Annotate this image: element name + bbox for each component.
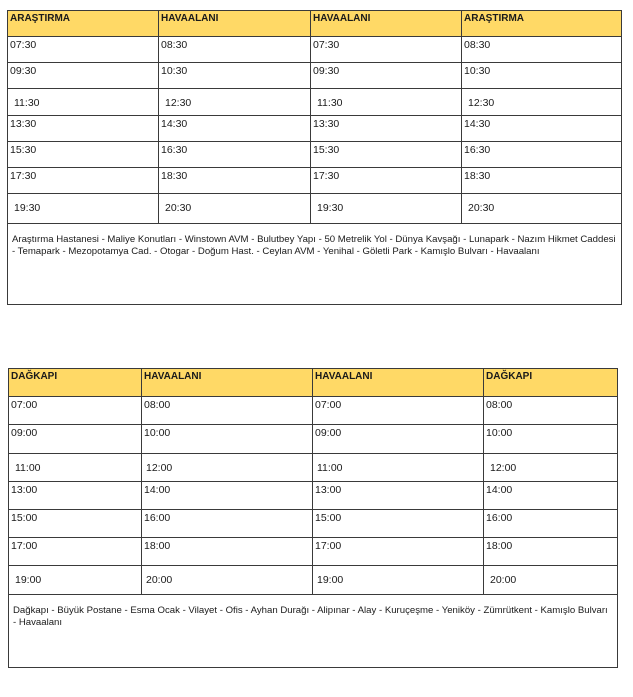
route-row <box>9 595 618 668</box>
column-header: DAĞKAPI <box>9 369 142 397</box>
time-cell: 16:00 <box>484 510 618 538</box>
table-row <box>8 89 622 116</box>
time-cell: 20:00 <box>142 566 313 595</box>
time-cell: 14:30 <box>159 116 311 142</box>
time-cell: 14:00 <box>142 482 313 510</box>
table-row <box>9 425 618 454</box>
time-cell: 13:00 <box>9 482 142 510</box>
time-cell: 14:00 <box>484 482 618 510</box>
table-row <box>9 454 618 482</box>
table-row <box>9 566 618 595</box>
schedule-table-arastirma <box>7 10 622 305</box>
time-cell: 20:30 <box>462 194 622 224</box>
header-row <box>9 369 618 397</box>
time-cell: 10:30 <box>462 63 622 89</box>
time-cell: 12:30 <box>159 89 311 116</box>
time-cell: 10:30 <box>159 63 311 89</box>
time-cell: 09:00 <box>313 425 484 454</box>
column-header: HAVAALANI <box>142 369 313 397</box>
time-cell: 18:00 <box>484 538 618 566</box>
time-cell: 11:00 <box>313 454 484 482</box>
table-row <box>8 194 622 224</box>
time-cell: 17:30 <box>8 168 159 194</box>
route-row <box>8 224 622 305</box>
column-header: HAVAALANI <box>313 369 484 397</box>
time-cell: 12:00 <box>484 454 618 482</box>
time-cell: 11:30 <box>8 89 159 116</box>
time-cell: 13:30 <box>8 116 159 142</box>
time-cell: 15:30 <box>8 142 159 168</box>
time-cell: 15:30 <box>311 142 462 168</box>
time-cell: 18:30 <box>462 168 622 194</box>
table-row <box>8 142 622 168</box>
table-row <box>8 63 622 89</box>
time-cell: 20:30 <box>159 194 311 224</box>
route-description: Araştırma Hastanesi - Maliye Konutları - Winstown AVM - Bulutbey Yapı - 50 Metrelik Yol - Dünya Kavşağı - Lunapark - Nazım Hikmet Caddesi - Temapark - Mezopotamya Cad. - Otogar - Doğum Hast. - Ceylan AVM - Yenihal - Göletli Park - Kamışlo Bulvarı - Havaalanı <box>8 224 622 305</box>
time-cell: 16:00 <box>142 510 313 538</box>
schedule-table-dagkapi <box>8 368 618 668</box>
time-cell: 18:00 <box>142 538 313 566</box>
table-row <box>9 397 618 425</box>
time-cell: 12:30 <box>462 89 622 116</box>
table-row <box>8 37 622 63</box>
time-cell: 19:30 <box>8 194 159 224</box>
table-row <box>8 168 622 194</box>
time-cell: 08:30 <box>462 37 622 63</box>
time-cell: 17:00 <box>313 538 484 566</box>
time-cell: 10:00 <box>484 425 618 454</box>
column-header: ARAŞTIRMA <box>8 11 159 37</box>
table-row <box>9 482 618 510</box>
time-cell: 07:00 <box>9 397 142 425</box>
time-cell: 07:00 <box>313 397 484 425</box>
time-cell: 19:00 <box>9 566 142 595</box>
column-header: DAĞKAPI <box>484 369 618 397</box>
time-cell: 08:00 <box>484 397 618 425</box>
time-cell: 17:00 <box>9 538 142 566</box>
time-cell: 09:30 <box>311 63 462 89</box>
time-cell: 09:30 <box>8 63 159 89</box>
table-row <box>9 538 618 566</box>
time-cell: 08:30 <box>159 37 311 63</box>
column-header: HAVAALANI <box>311 11 462 37</box>
time-cell: 16:30 <box>462 142 622 168</box>
time-cell: 19:00 <box>313 566 484 595</box>
time-cell: 11:00 <box>9 454 142 482</box>
time-cell: 13:30 <box>311 116 462 142</box>
table-row <box>9 510 618 538</box>
time-cell: 15:00 <box>313 510 484 538</box>
time-cell: 07:30 <box>311 37 462 63</box>
time-cell: 11:30 <box>311 89 462 116</box>
time-cell: 08:00 <box>142 397 313 425</box>
time-cell: 09:00 <box>9 425 142 454</box>
time-cell: 17:30 <box>311 168 462 194</box>
column-header: ARAŞTIRMA <box>462 11 622 37</box>
time-cell: 19:30 <box>311 194 462 224</box>
column-header: HAVAALANI <box>159 11 311 37</box>
time-cell: 13:00 <box>313 482 484 510</box>
table-row <box>8 116 622 142</box>
time-cell: 16:30 <box>159 142 311 168</box>
time-cell: 07:30 <box>8 37 159 63</box>
time-cell: 10:00 <box>142 425 313 454</box>
route-description: Dağkapı - Büyük Postane - Esma Ocak - Vilayet - Ofis - Ayhan Durağı - Alipınar - Alay - Kuruçeşme - Yeniköy - Zümrütkent - Kamışlo Bulvarı - Havaalanı <box>9 595 618 668</box>
time-cell: 15:00 <box>9 510 142 538</box>
time-cell: 12:00 <box>142 454 313 482</box>
time-cell: 18:30 <box>159 168 311 194</box>
time-cell: 20:00 <box>484 566 618 595</box>
header-row <box>8 11 622 37</box>
time-cell: 14:30 <box>462 116 622 142</box>
